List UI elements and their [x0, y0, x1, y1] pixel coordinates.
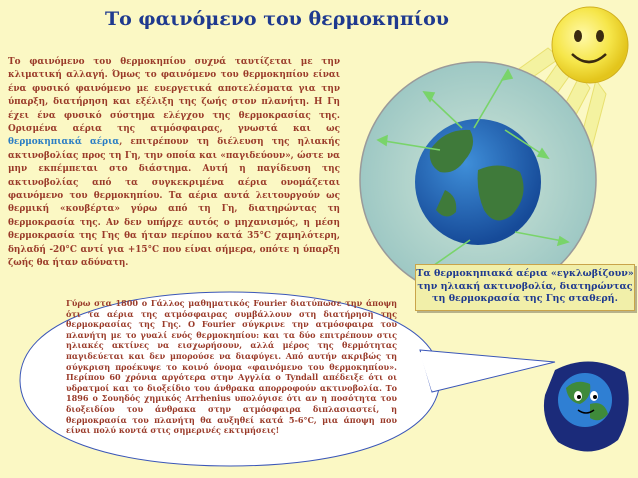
- history-paragraph: Γύρω στα 1800 ο Γάλλος μαθηματικός Fourier διατύπωσε την άποψη ότι τα αέρια της ατμόσφαιρας συμβάλλουν στη διατήρηση της θερμοκρασίας της Γης. Ο Fourier σύγκρινε την ατμόσφαιρα του πλανήτη με το γυαλί ενός θερμοκηπίου: και τα δύο επιτρέπουν στις ηλιακές ακτίνες να εισχωρήσουν, αλλά μέρος της θερμότητας παγιδεύεται και δεν μπορούσε να διαφύγει. Από αυτήν ακριβώς τη σύγκριση προέκυψε το κοινό όνομα «φαινόμενο του θερμοκηπίου». Περίπου 60 χρόνια αργότερα στην Αγγλία ο Tyndall απέδειξε ότι οι υδρατμοί και το διοξείδιο του άνθρακα απορροφούν ακτινοβολία. Το 1896 ο Σουηδός χημικός Arrhenius υπολόγισε ότι αν η ποσότητα του διοξειδίου του άνθρακα στην ατμόσφαιρα διπλασιαστεί, η θερμοκρασία του πλανήτη θα αυξηθεί κατά 5-6°C, μια άποψη που είναι πολύ κοντά στις σημερινές εκτιμήσεις!: [66, 298, 397, 436]
- small-earth-icon: [544, 361, 629, 451]
- intro-text-part2: , επιτρέπουν τη διέλευση της ηλιακής ακτινοβολίας προς τη Γη, την οποία και «παγιδεύουν», ώστε να μην εκπέμπεται στο διάστημα. Αυτή η παγίδευση της ακτινοβολίας από τα συγκεκριμένα αέρια ονομάζεται φαινόμενο του θερμοκηπίου. Τα αέρια αυτά λειτουργούν ως θερμική «κουβέρτα» γύρω από τη Γη, διατηρώντας τη θερμοκρασία της. Αν δεν υπήρχε αυτός ο μηχανισμός, η μέση θερμοκρασία της Γης θα ήταν περίπου κατά 35°C χαμηλότερη, δηλαδή -20°C αντί για +15°C που είναι σήμερα, οπότε η ύπαρξη ζωής θα ήταν αδύνατη.: [8, 137, 340, 269]
- callout-line-2: την ηλιακή ακτινοβολία, διατηρώντας: [417, 280, 633, 292]
- sun-icon: [552, 7, 628, 83]
- callout-line-3: τη θερμοκρασία της Γης σταθερή.: [432, 293, 618, 304]
- page-title: Το φαινόμενο του θερμοκηπίου: [105, 8, 449, 30]
- greenhouse-callout-box: [415, 264, 635, 311]
- intro-paragraph: [8, 56, 340, 271]
- greenhouse-gases-highlight: θερμοκηπιακά αέρια: [8, 137, 120, 148]
- intro-text-part1: Το φαινόμενο του θερμοκηπίου συχνά ταυτίζεται με την κλιματική αλλαγή. Όμως το φαινόμενο του θερμοκηπίου είναι ένα φυσικό φαινόμενο με ευεργετικά αποτελέσματα για την ύπαρξη, διατήρηση και εξέλιξη της ζωής στον πλανήτη. Η Γη έχει ένα φυσικό σύστημα ελέγχου της θερμοκρασίας της. Ορισμένα αέρια της ατμόσφαιρας, γνωστά και ως: [8, 57, 340, 135]
- callout-line-1: Τα θερμοκηπιακά αέρια «εγκλωβίζουν»: [416, 268, 634, 279]
- earth-icon: [415, 119, 541, 245]
